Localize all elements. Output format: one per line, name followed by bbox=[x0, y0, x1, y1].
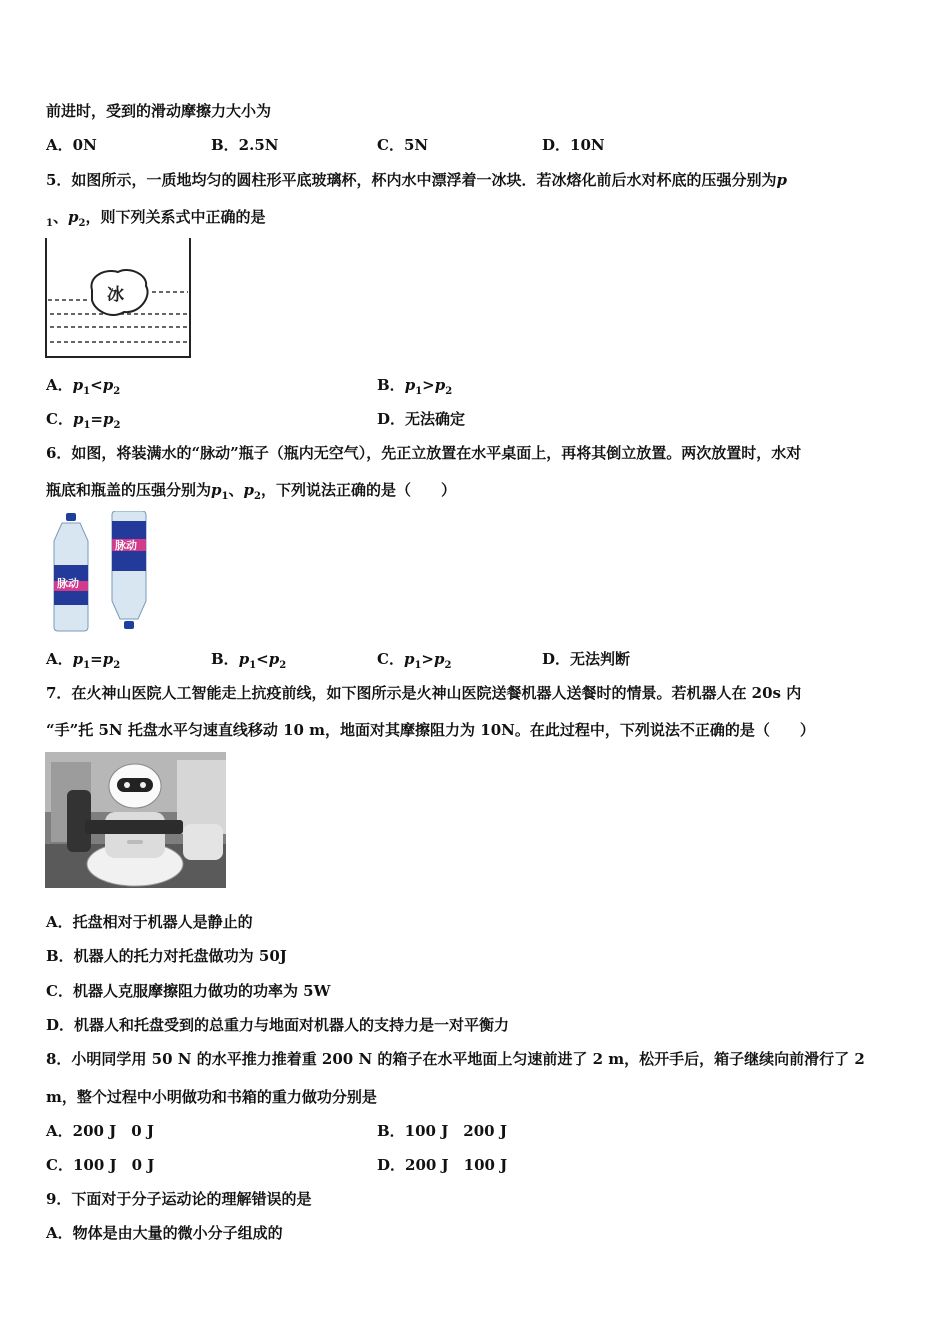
q5-stem-tail: ，则下列关系式中正确的是 bbox=[85, 208, 266, 226]
q6-option-c-label: C． bbox=[377, 650, 404, 668]
bottle-inverted-label: 脉动 bbox=[115, 539, 137, 552]
q7-option-d: D．机器人和托盘受到的总重力与地面对机器人的支持力是一对平衡力 bbox=[46, 1016, 510, 1034]
q7-stem-line2: “手”托 5N 托盘水平匀速直线移动 10 m，地面对其摩擦阻力为 10N。在此过程中，下列说法不正确的是（ ） bbox=[46, 721, 815, 739]
q4-option-a: A．0N bbox=[46, 136, 97, 154]
q6-p1-sub: 1 bbox=[221, 491, 229, 502]
q4-option-d: D．10N bbox=[542, 136, 605, 154]
q6-b-rel: < bbox=[256, 650, 269, 668]
q6-option-b-label: B． bbox=[211, 650, 239, 668]
q5-b-p: p bbox=[404, 376, 416, 394]
q6-a-p: p bbox=[72, 650, 84, 668]
q5-sub2: 2 bbox=[78, 218, 86, 229]
q6-option-a bbox=[46, 649, 120, 676]
q4-option-b: B．2.5N bbox=[211, 136, 279, 154]
q6-c-rel: > bbox=[421, 650, 434, 668]
q8-stem-line1: 8．小明同学用 50 N 的水平推力推着重 200 N 的箱子在水平地面上匀速前进了 2 m，松开手后，箱子继续向前滑行了 2 bbox=[46, 1050, 865, 1068]
q5-p-symbol: p bbox=[776, 171, 787, 189]
q5-option-c-label: C． bbox=[46, 410, 73, 428]
q7-option-b: B．机器人的托力对托盘做功为 50J bbox=[46, 947, 287, 965]
q5-a-sub2: 2 bbox=[113, 386, 121, 397]
q5-option-c bbox=[46, 409, 120, 436]
q5-sub1: 1 bbox=[46, 218, 53, 229]
q6-stem-tail: ，下列说法正确的是（ ） bbox=[260, 481, 456, 499]
q6-p2: p bbox=[243, 481, 254, 499]
q9-stem: 9．下面对于分子运动论的理解错误的是 bbox=[46, 1190, 312, 1208]
glass-with-ice-figure bbox=[44, 238, 194, 360]
q6-stem-line1: 6．如图，将装满水的“脉动”瓶子（瓶内无空气），先正立放置在水平桌面上，再将其倒立放置。两次放置时，水对 bbox=[46, 444, 802, 462]
q8-stem-line2: m，整个过程中小明做功和书箱的重力做功分别是 bbox=[46, 1088, 377, 1106]
q6-b-sub2: 2 bbox=[279, 660, 287, 671]
q6-b-p2: p bbox=[268, 650, 280, 668]
q6-option-b bbox=[211, 649, 286, 676]
q8-option-b: B．100 J 200 J bbox=[377, 1122, 507, 1140]
q5-stem-line1 bbox=[46, 170, 787, 190]
q5-a-p: p bbox=[72, 376, 84, 394]
q6-b-sub1: 1 bbox=[249, 660, 257, 671]
q5-c-sub2: 2 bbox=[113, 420, 121, 431]
q6-b-p: p bbox=[238, 650, 250, 668]
q5-p2-symbol: p bbox=[67, 208, 79, 226]
q6-p2-sub: 2 bbox=[254, 491, 261, 502]
q5-option-d: D．无法确定 bbox=[377, 410, 466, 428]
q6-c-p2: p bbox=[434, 650, 445, 668]
q9-option-a: A．物体是由大量的微小分子组成的 bbox=[46, 1224, 283, 1242]
q6-a-sub2: 2 bbox=[113, 660, 121, 671]
q5-option-b bbox=[377, 375, 452, 402]
q5-b-sub2: 2 bbox=[445, 386, 453, 397]
q5-sep: 、 bbox=[52, 208, 68, 226]
q8-option-d: D．200 J 100 J bbox=[377, 1156, 508, 1174]
ice-label: 冰 bbox=[107, 285, 124, 305]
q5-stem-text: 5．如图所示，一质地均匀的圆柱形平底玻璃杯，杯内水中漂浮着一冰块．若冰熔化前后水对杯底的压强分别为 bbox=[46, 171, 777, 189]
q6-sep: 、 bbox=[228, 481, 244, 499]
q6-a-sub1: 1 bbox=[83, 660, 91, 671]
q6-a-p2: p bbox=[102, 650, 114, 668]
q5-c-p: p bbox=[72, 410, 84, 428]
q5-option-b-label: B． bbox=[377, 376, 405, 394]
q5-c-rel: = bbox=[90, 410, 103, 428]
q4-tail: 前进时，受到的滑动摩擦力大小为 bbox=[46, 102, 272, 120]
q6-p1: p bbox=[211, 481, 222, 499]
q5-c-p2: p bbox=[103, 410, 114, 428]
q5-c-sub1: 1 bbox=[83, 420, 91, 431]
q8-option-c: C．100 J 0 J bbox=[46, 1156, 155, 1174]
q6-c-sub2: 2 bbox=[444, 660, 452, 671]
q5-b-sub1: 1 bbox=[415, 386, 423, 397]
q5-a-sub1: 1 bbox=[83, 386, 91, 397]
q6-a-rel: = bbox=[90, 650, 103, 668]
q5-b-rel: > bbox=[422, 376, 435, 394]
q7-option-a: A．托盘相对于机器人是静止的 bbox=[46, 913, 253, 931]
q5-option-a-label: A． bbox=[46, 376, 73, 394]
q6-option-c bbox=[377, 649, 451, 676]
q5-a-p2: p bbox=[102, 376, 114, 394]
q4-option-c: C．5N bbox=[377, 136, 429, 154]
q6-option-d: D．无法判断 bbox=[542, 650, 631, 668]
q5-stem-line2 bbox=[46, 207, 265, 234]
robot-photo bbox=[45, 752, 226, 888]
q6-option-a-label: A． bbox=[46, 650, 73, 668]
bottle-upright-label: 脉动 bbox=[57, 577, 79, 590]
q8-option-a: A．200 J 0 J bbox=[46, 1122, 155, 1140]
bottles-figure bbox=[46, 511, 158, 633]
q6-stem-line2 bbox=[46, 480, 456, 507]
q7-stem-line1: 7．在火神山医院人工智能走上抗疫前线，如下图所示是火神山医院送餐机器人送餐时的情景。若机器人在 20s 内 bbox=[46, 684, 802, 702]
q5-a-rel: < bbox=[90, 376, 103, 394]
q6-c-sub1: 1 bbox=[414, 660, 422, 671]
q5-b-p2: p bbox=[434, 376, 446, 394]
q5-option-a bbox=[46, 375, 120, 402]
q6-stem-pre: 瓶底和瓶盖的压强分别为 bbox=[46, 481, 212, 499]
q7-option-c: C．机器人克服摩擦阻力做功的功率为 5W bbox=[46, 982, 331, 1000]
q6-c-p: p bbox=[403, 650, 415, 668]
